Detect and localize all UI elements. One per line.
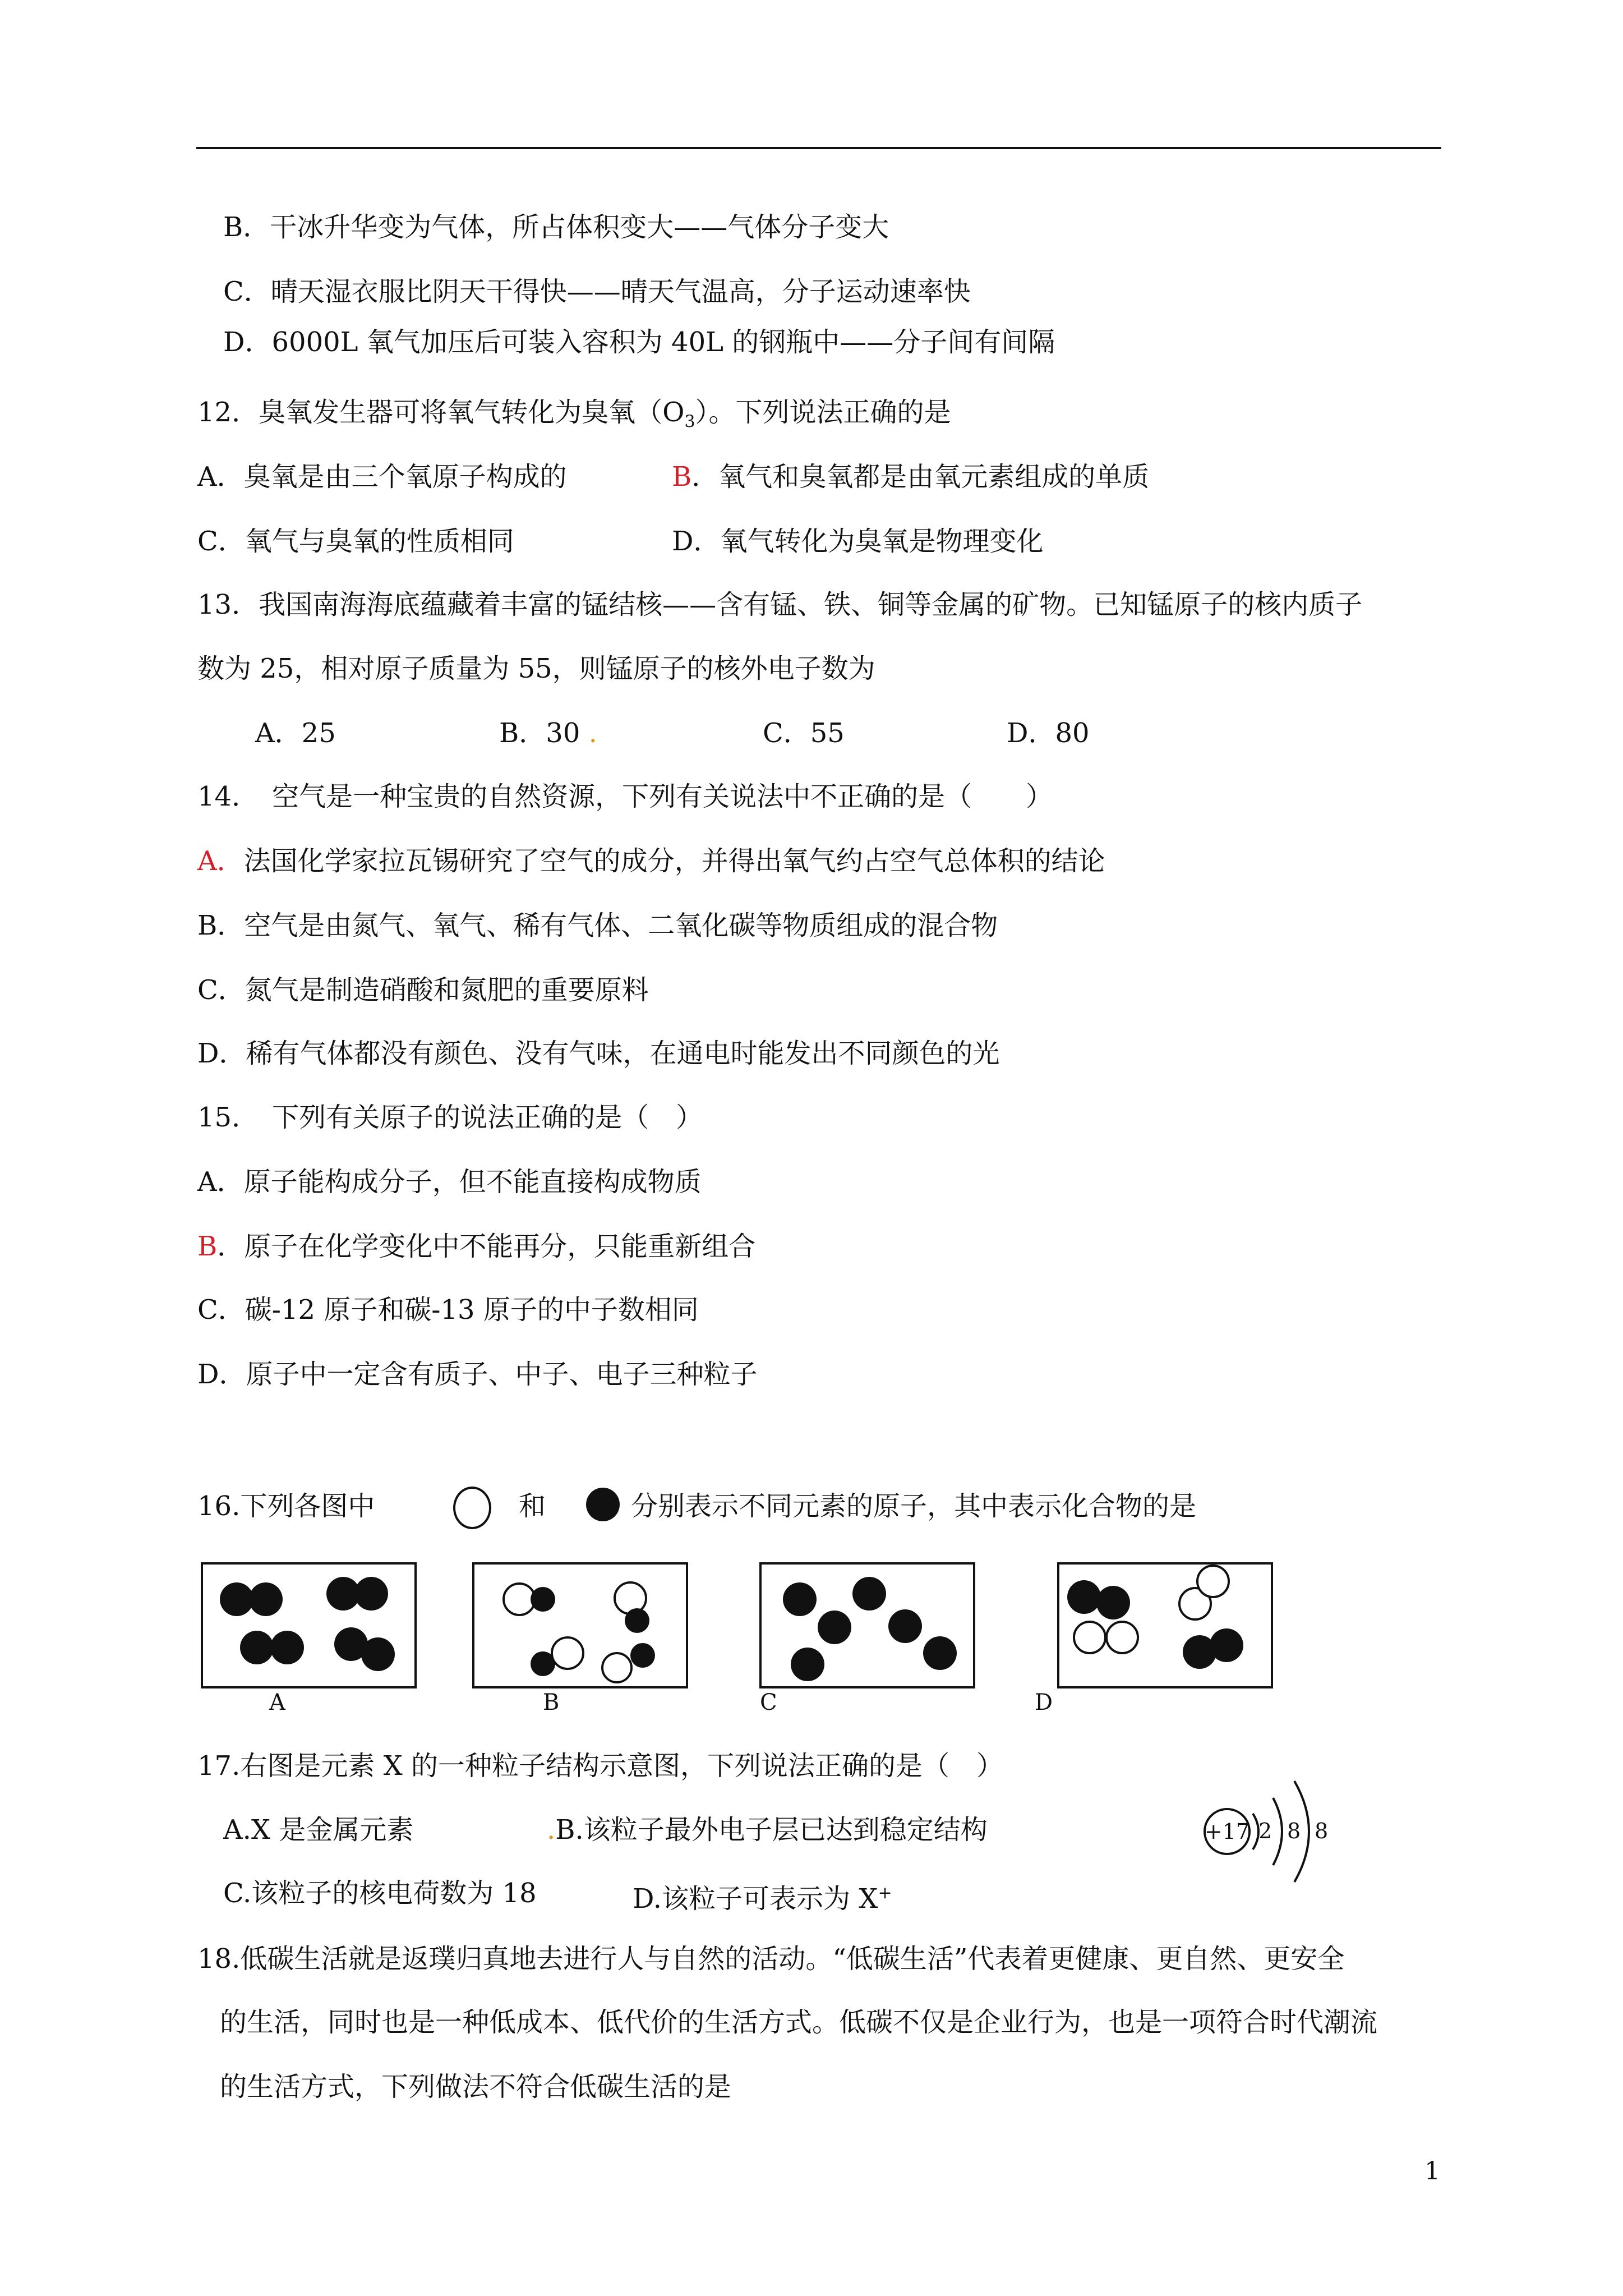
- black-atom: [625, 1608, 649, 1633]
- white-atom: [1105, 1621, 1139, 1654]
- legend-black-atom: [586, 1488, 620, 1521]
- q15-option-c: C．碳-12 原子和碳-13 原子的中子数相同: [197, 1294, 699, 1326]
- black-atom: [888, 1609, 922, 1643]
- diagram-box-a: [201, 1562, 417, 1688]
- shell-electrons-2: 8: [1287, 1819, 1301, 1843]
- q13-stem-line1: 13．我国南海海底蕴藏着丰富的锰结核——含有锰、铁、铜等金属的矿物。已知锰原子的核内质子: [197, 589, 1363, 620]
- q14-option-a: A．法国化学家拉瓦锡研究了空气的成分，并得出氧气约占空气总体积的结论: [197, 845, 1105, 877]
- q17-option-c: C.该粒子的核电荷数为 18: [223, 1878, 537, 1909]
- q12-option-b: B．氧气和臭氧都是由氧元素组成的单质: [672, 461, 1150, 493]
- q18-stem-line1: 18.低碳生活就是返璞归真地去进行人与自然的活动。“低碳生活”代表着更健康、更自然、更安全: [197, 1943, 1345, 1975]
- q13-option-d: D．80: [1007, 717, 1090, 749]
- black-atom: [361, 1637, 395, 1671]
- q15-option-b: B．原子在化学变化中不能再分，只能重新组合: [197, 1231, 756, 1262]
- white-atom: [1073, 1621, 1106, 1654]
- black-atom: [1067, 1580, 1101, 1614]
- shell-electrons-3: 8: [1315, 1819, 1329, 1843]
- q12-option-c: C．氧气与臭氧的性质相同: [197, 526, 514, 557]
- black-atom: [354, 1577, 388, 1611]
- nucleus-charge: +17: [1204, 1819, 1250, 1844]
- q17-option-a: A.X 是金属元素: [223, 1814, 414, 1846]
- q12-option-a: A．臭氧是由三个氧原子构成的: [197, 461, 567, 493]
- page-number: 1: [1424, 2157, 1440, 2185]
- q12-option-d: D．氧气转化为臭氧是物理变化: [672, 526, 1044, 557]
- q13-option-c: C．55: [763, 717, 845, 749]
- diagram-box-c: [759, 1562, 975, 1688]
- black-atom: [1210, 1628, 1243, 1662]
- q12-stem: 12．臭氧发生器可将氧气转化为臭氧$(O_3)$。下列说法正确的是: [197, 397, 951, 432]
- q18-stem-line2: 的生活，同时也是一种低成本、低代价的生活方式。低碳不仅是企业行为，也是一项符合时代潮流: [220, 2007, 1378, 2038]
- black-atom: [240, 1631, 274, 1664]
- q11-option-b: B．干冰升华变为气体，所占体积变大——气体分子变大: [223, 211, 889, 243]
- q18-stem-line3: 的生活方式，下列做法不符合低碳生活的是: [220, 2071, 732, 2102]
- white-atom: [1196, 1565, 1230, 1598]
- q16-stem-and: 和: [519, 1490, 546, 1522]
- white-atom: [601, 1652, 633, 1683]
- shell-arc-1: [1253, 1814, 1258, 1849]
- q14-option-b: B．空气是由氮气、氧气、稀有气体、二氧化碳等物质组成的混合物: [197, 910, 998, 941]
- black-atom: [1096, 1586, 1130, 1619]
- black-atom: [791, 1648, 824, 1681]
- black-atom: [270, 1631, 304, 1664]
- q14-stem: 14． 空气是一种宝贵的自然资源，下列有关说法中不正确的是（ ）: [197, 781, 1053, 812]
- q14-option-c: C．氮气是制造硝酸和氮肥的重要原料: [197, 974, 649, 1006]
- diagram-label-c: C: [760, 1690, 777, 1715]
- particle-structure-diagram: [1189, 1742, 1335, 1910]
- black-atom: [852, 1577, 886, 1611]
- black-atom: [249, 1582, 283, 1616]
- q16-stem-start: 16.下列各图中: [197, 1490, 375, 1522]
- q11-option-d: D．6000L 氧气加压后可装入容积为 40L 的钢瓶中——分子间有间隔: [223, 326, 1055, 358]
- diagram-label-d: D: [1035, 1690, 1053, 1715]
- legend-white-atom: [453, 1487, 491, 1529]
- black-atom: [220, 1582, 253, 1616]
- q17-option-b: .B.该粒子最外电子层已达到稳定结构: [547, 1814, 988, 1846]
- black-atom: [531, 1587, 555, 1612]
- q15-option-a: A．原子能构成分子，但不能直接构成物质: [197, 1166, 702, 1198]
- q17-option-d: D.该粒子可表示为 X+: [633, 1883, 892, 1915]
- q15-stem: 15． 下列有关原子的说法正确的是（ ）: [197, 1102, 703, 1133]
- q17-stem: 17.右图是元素 X 的一种粒子结构示意图，下列说法正确的是（ ）: [197, 1750, 1004, 1782]
- black-atom: [818, 1611, 851, 1644]
- shell-arc-2: [1273, 1798, 1282, 1865]
- q13-option-a: A．25: [255, 717, 336, 749]
- q13-option-b: B．30 .: [499, 717, 597, 749]
- white-atom: [551, 1636, 584, 1670]
- header-rule: [196, 147, 1441, 149]
- diagram-label-a: A: [269, 1690, 285, 1715]
- diagram-label-b: B: [543, 1690, 560, 1715]
- black-atom: [630, 1643, 655, 1668]
- q14-option-d: D．稀有气体都没有颜色、没有气味，在通电时能发出不同颜色的光: [197, 1038, 1000, 1069]
- q15-option-d: D．原子中一定含有质子、中子、电子三种粒子: [197, 1359, 758, 1390]
- black-atom: [923, 1636, 957, 1670]
- diagram-box-d: [1057, 1562, 1273, 1688]
- black-atom: [783, 1582, 817, 1616]
- q16-stem-end: 分别表示不同元素的原子，其中表示化合物的是: [631, 1490, 1197, 1522]
- q13-stem-line2: 数为 25，相对原子质量为 55，则锰原子的核外电子数为: [197, 653, 875, 684]
- diagram-box-b: [472, 1562, 688, 1688]
- q11-option-c: C．晴天湿衣服比阴天干得快——晴天气温高，分子运动速率快: [223, 276, 971, 307]
- shell-electrons-1: 2: [1258, 1819, 1272, 1843]
